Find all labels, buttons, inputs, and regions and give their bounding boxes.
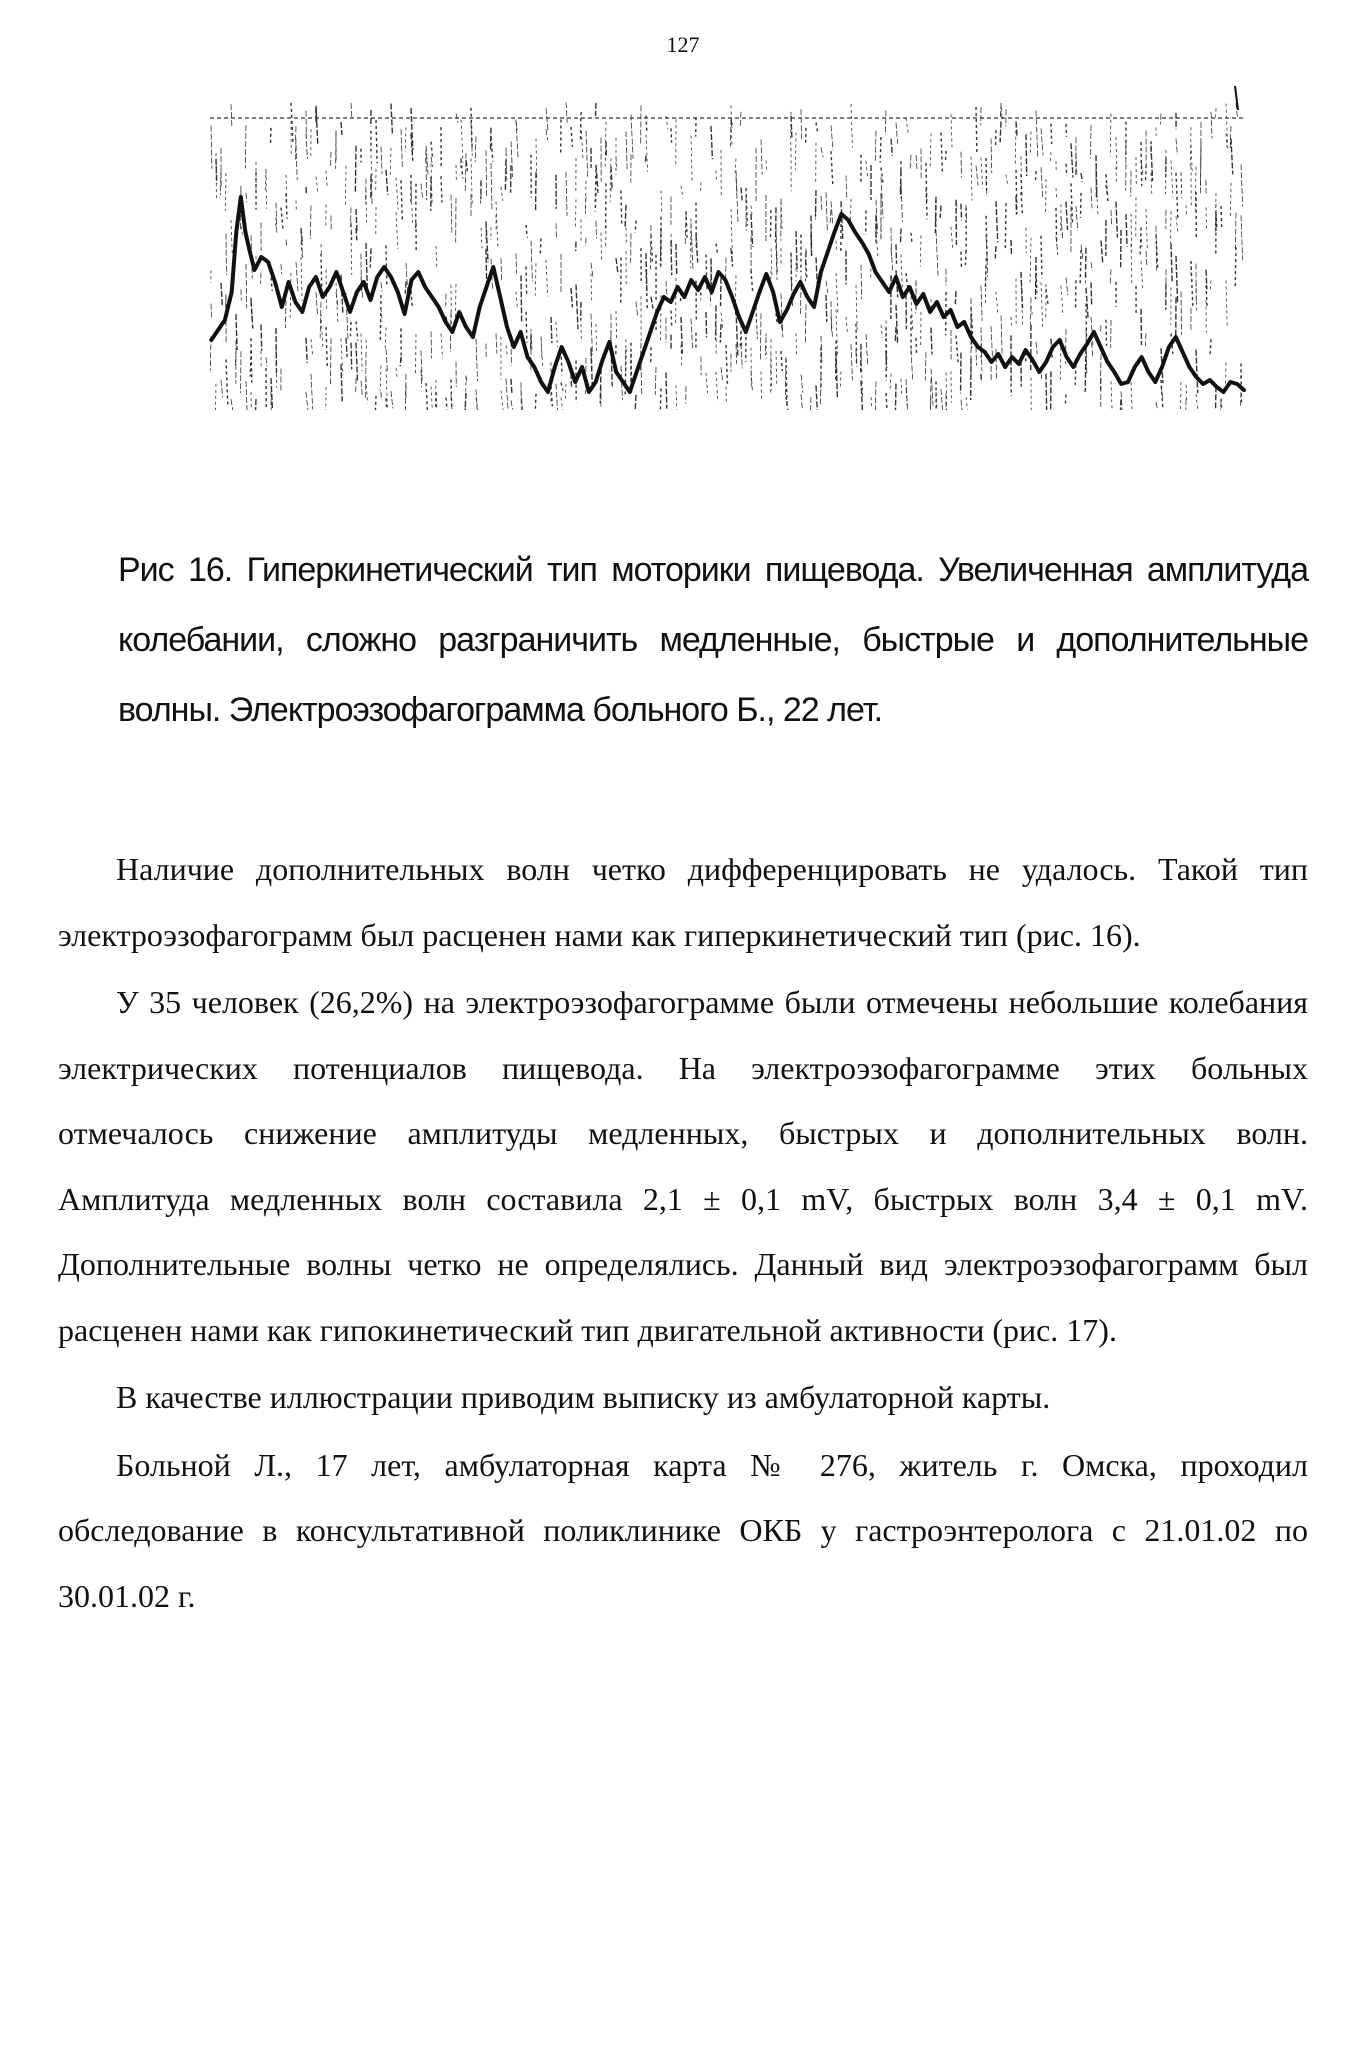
paragraph-3: В качестве иллюстрации приводим выписку из амбулаторной карты. [116, 1379, 1051, 1415]
paragraph-4: Больной Л., 17 лет, амбулаторная карта № 276, житель г. Омска, проходил обследование в консультативной поликлинике ОКБ у гастроэнтеролога с 21.01.02 по 30.01.02 г. [58, 1446, 1308, 1614]
body-text [58, 837, 1308, 1631]
electroesophagogram-figure [205, 82, 1250, 432]
page-number: 127 [666, 32, 700, 57]
electroesophagogram-trace-icon [205, 82, 1250, 432]
figure-caption: Рис 16. Гиперкинетический тип моторики пищевода. Увеличенная амплитуда колебании, сложно разграничить медленные, быстрые и дополнительныe волны. Электроэзофагограмма больного Б., 22 лет. [118, 551, 1308, 729]
grid-hatching [210, 102, 1245, 410]
paragraph-1: Наличие дополнительных волн четко дифференцировать не удалось. Такой тип электроэзофагограмм был расценен нами как гиперкинетический тип (рис. 16). [58, 851, 1308, 953]
paragraph-2: У 35 человек (26,2%) на электроэзофагограмме были отмечены небольшие колебания электрических потенциалов пищевода. На электроэзофагограмме этих больных отмечалось снижение амплитуды медленных, быстрых и дополнительных волн. Амплитуда медленных волн составила 2,1 ± 0,1 mV, быстрых волн 3,4 ± 0,1 mV. Дополнительные волны четко не определялись. Данный вид электроэзофагограмм был расценен нами как гипокинетический тип двигательной активности (рис. 17). [58, 984, 1308, 1348]
